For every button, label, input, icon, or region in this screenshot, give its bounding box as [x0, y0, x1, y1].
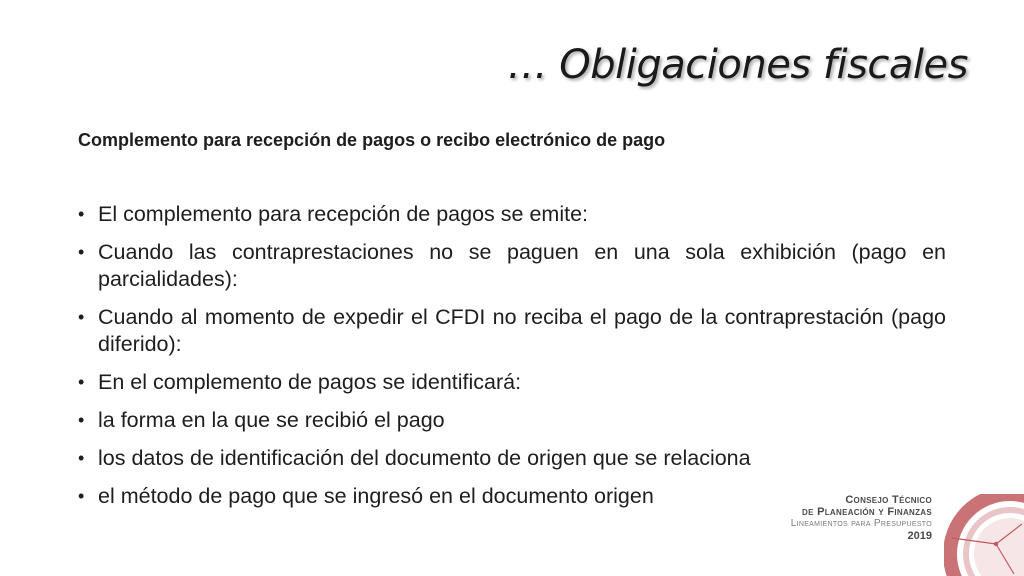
slide-title: … Obligaciones fiscales — [507, 42, 968, 88]
logo-line-2: de Planeación y Finanzas — [802, 506, 932, 518]
bullet-text: En el complemento de pagos se identificará: — [98, 370, 522, 394]
bullet-item — [78, 369, 946, 396]
bullet-item — [78, 407, 946, 434]
bullet-marker: • — [78, 307, 85, 327]
logo-line-1: Consejo Técnico — [845, 494, 932, 506]
bullet-marker: • — [78, 448, 85, 468]
bullet-text: El complemento para recepción de pagos se emite: — [98, 202, 588, 226]
bullet-text: Cuando las contraprestaciones no se paguen en una sola exhibición (pago en parcialidades): — [98, 240, 946, 291]
bullet-marker: • — [78, 204, 85, 224]
bullet-text: Cuando al momento de expedir el CFDI no reciba el pago de la contraprestación (pago diferido): — [98, 305, 946, 356]
bullet-marker: • — [78, 372, 85, 392]
bullet-marker: • — [78, 486, 85, 506]
bullet-item — [78, 239, 946, 293]
logo-text — [791, 494, 932, 542]
slide-subtitle: Complemento para recepción de pagos o recibo electrónico de pago — [78, 130, 666, 150]
organization-logo — [790, 494, 1024, 576]
bullet-item — [78, 445, 946, 472]
bullet-text: el método de pago que se ingresó en el documento origen — [98, 484, 654, 508]
bullet-item — [78, 304, 946, 358]
bullet-item — [78, 201, 946, 228]
circle-logo-icon — [944, 494, 1024, 576]
bullet-marker: • — [78, 410, 85, 430]
bullet-text: los datos de identificación del documento de origen que se relaciona — [98, 446, 751, 470]
bullet-list — [78, 201, 946, 521]
bullet-text: la forma en la que se recibió el pago — [98, 408, 445, 432]
logo-line-3: Lineamientos para Presupuesto — [790, 518, 932, 529]
logo-year: 2019 — [907, 530, 932, 542]
bullet-marker: • — [78, 242, 85, 262]
